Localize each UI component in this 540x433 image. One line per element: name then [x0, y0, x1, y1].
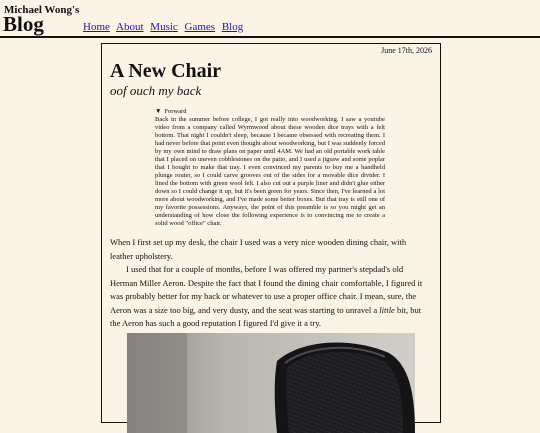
nav-link-home[interactable]: Home	[83, 21, 110, 33]
chair-photo-image	[127, 333, 415, 433]
main-nav	[83, 21, 247, 33]
chair-photo	[127, 333, 415, 433]
foreword-toggle[interactable]	[155, 108, 385, 116]
disclosure-triangle-icon: ▼	[155, 108, 162, 115]
post-subtitle: oof ouch my back	[110, 83, 202, 98]
site-header	[0, 0, 540, 38]
paragraph-1: When I first set up my desk, the chair I used was a very nice wooden dining chair, with leather upholstery.	[110, 237, 407, 261]
foreword-text: Back in the summer before college, I got really into woodworking. I saw a youtube video from a company called Wyrmwood about these wooden dice trays with a felt bottom. That night I couldn't sleep, because I became obsessed with recreating them. I had never before that point even thought about woodworking, but I was suddenly forced by my own mind to draw plans on paper until 4AM. We had an old portable work table that I placed on uneven cobblestones on the patio, and I used a jigsaw and some poplar that I bought to make that tray. I even convinced my parents to buy me a handheld plunge router, so I could carve grooves out of the sides for a movable dice divider. I lined the bottom with green wool felt. I also cut out a purple liner and didn't glue either down so I could change it up, but it's been green for years. Since then, I've learned a lot more about woodworking, and I've made some better boxes. But that tray is still one of my favorite possessions. Anyways, the point of this preamble is so you might get an understanding of how close the following experience is to convincing me to create a solid wood "office" chair.	[155, 116, 385, 227]
article	[101, 43, 441, 423]
foreword-summary-label: Forward	[164, 108, 187, 115]
paragraph-2-emphasis: little	[379, 304, 395, 315]
site-owner: Michael Wong's	[4, 4, 80, 16]
post-date: June 17th, 2026	[381, 46, 432, 55]
post-body	[110, 236, 428, 331]
nav-link-music[interactable]: Music	[150, 21, 178, 33]
site-brand: Blog	[3, 12, 44, 36]
nav-link-about[interactable]: About	[116, 21, 144, 33]
foreword-details	[155, 108, 385, 228]
paragraph-2-text-b: bit, but the Aeron has such a good reputation I figured I'd give it a try.	[110, 304, 422, 328]
post-title: A New Chair	[110, 60, 222, 82]
nav-link-blog[interactable]: Blog	[221, 21, 244, 33]
paragraph-2	[110, 263, 428, 331]
nav-link-games[interactable]: Games	[184, 21, 216, 33]
paragraph-2-text-a: I used that for a couple of months, before I was offered my partner's stepdad's old Herman Miller Aeron. Despite the fact that I found the dining chair comfortable, I figured it was probably better for my back or whatever to use a proper office chair. I mean, sure, the Aeron was a size too big, and very dusty, and the seat was starting to unravel a	[110, 264, 423, 315]
